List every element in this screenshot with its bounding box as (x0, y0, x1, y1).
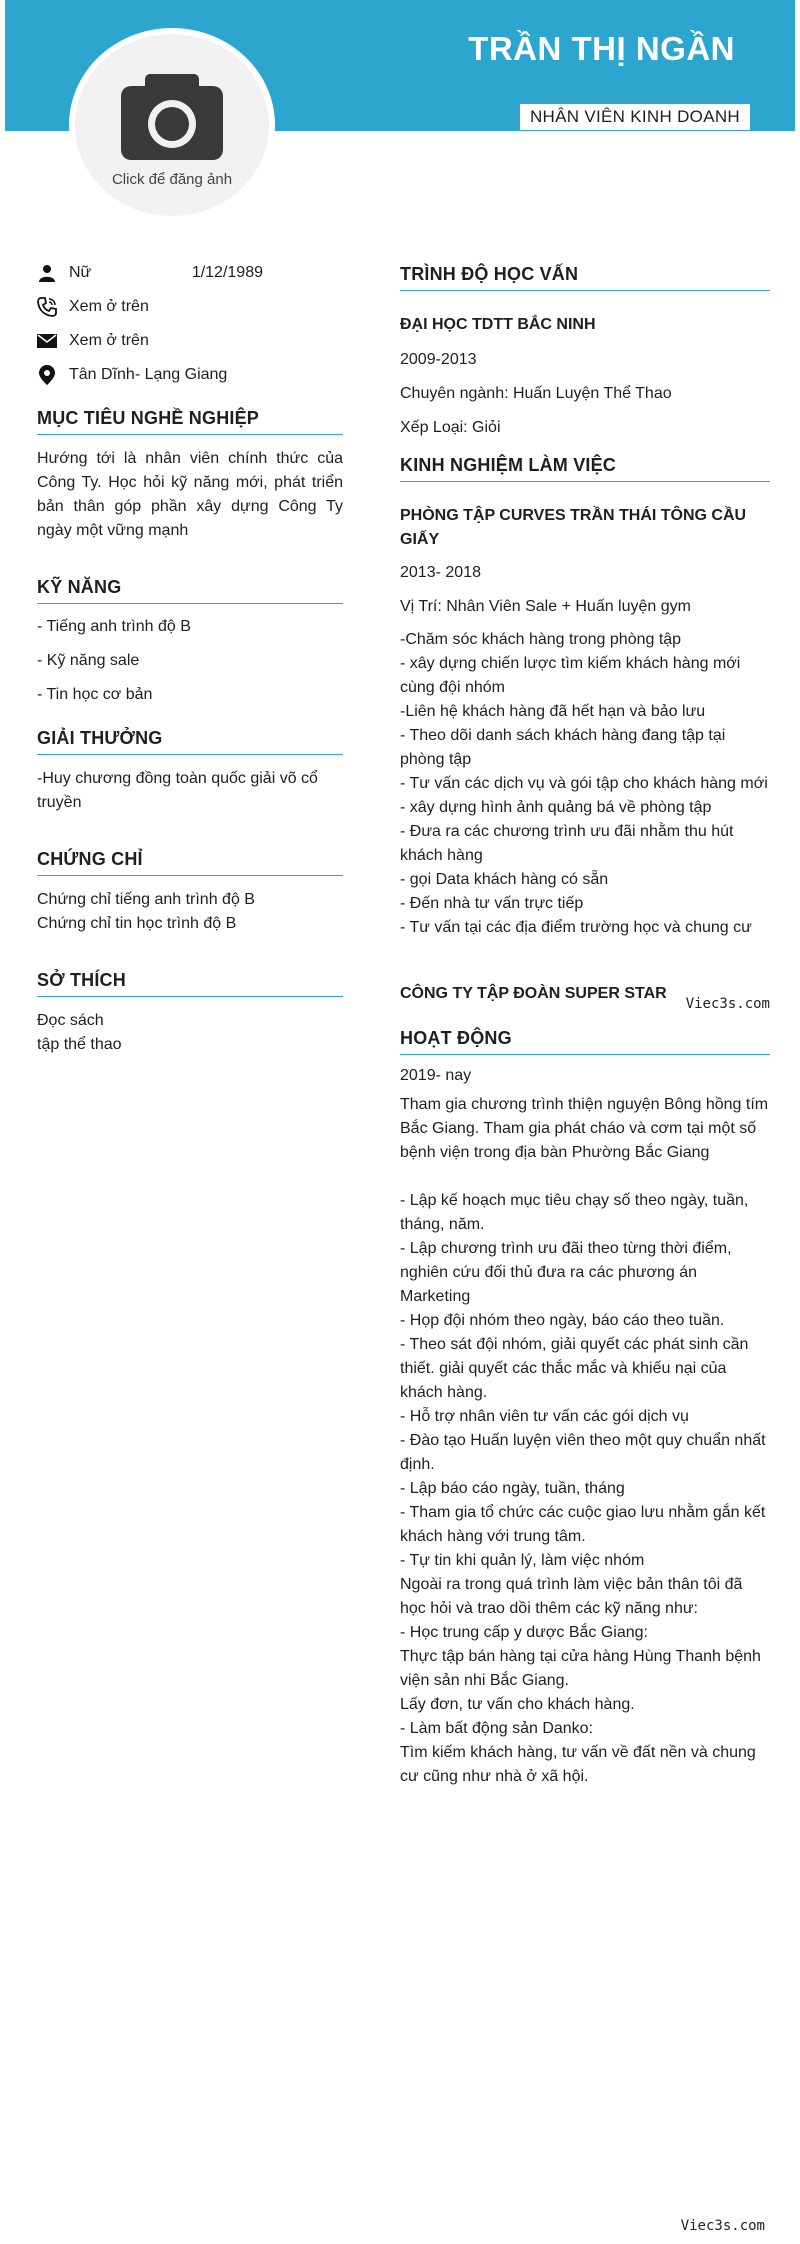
activity-item: - Hỗ trợ nhân viên tư vấn các gói dịch vụ (400, 1408, 689, 1425)
address-text: Tân Dĩnh- Lạng Giang (69, 366, 228, 383)
activities-years: 2019- nay (400, 1067, 472, 1084)
dob-text: 1/12/1989 (191, 264, 263, 281)
activity-item: Ngoài ra trong quá trình làm việc bản thân tôi đã học hỏi và trao dồi thêm các kỹ năng như: (400, 1576, 743, 1617)
hobbies-heading: SỞ THÍCH (37, 970, 343, 997)
duty-item: -Liên hệ khách hàng đã hết hạn và bảo lưu (400, 703, 706, 720)
duty-item: - Theo dõi danh sách khách hàng đang tập tại phòng tập (400, 727, 726, 768)
cert-item: Chứng chỉ tiếng anh trình độ B (37, 891, 255, 908)
awards-heading: GIẢI THƯỞNG (37, 728, 343, 755)
activity-item: - Lập kế hoạch mục tiêu chạy số theo ngày, tuần, tháng, năm. (400, 1192, 749, 1233)
certs-list (37, 888, 343, 936)
candidate-name: TRẦN THỊ NGẦN (468, 30, 735, 67)
watermark-footer: Viec3s.com (680, 2218, 765, 2234)
cv-page (5, 0, 795, 2244)
duty-item: -Chăm sóc khách hàng trong phòng tập (400, 631, 682, 648)
address-row (37, 358, 343, 392)
activity-item: Lấy đơn, tư vấn cho khách hàng. (400, 1696, 635, 1713)
experience-role: Vị Trí: Nhân Viên Sale + Huấn luyện gym (400, 598, 691, 615)
experience-heading: KINH NGHIỆM LÀM VIỆC (400, 455, 770, 482)
duties-list (400, 628, 770, 940)
certs-heading: CHỨNG CHỈ (37, 849, 343, 876)
hobby-item: Đọc sách (37, 1012, 104, 1029)
objective-text: Hướng tới là nhân viên chính thức của Công Ty. Học hỏi kỹ năng mới, phát triển bản thân góp phần xây dựng Công Ty ngày một vững mạnh (37, 450, 343, 539)
avatar-upload[interactable] (69, 28, 275, 222)
education-years: 2009-2013 (400, 351, 477, 368)
duty-item: - Đưa ra các chương trình ưu đãi nhằm thu hút khách hàng (400, 823, 734, 864)
person-icon (37, 263, 57, 283)
email-text: Xem ở trên (69, 332, 149, 349)
activity-item: - Tự tin khi quản lý, làm việc nhóm (400, 1552, 645, 1569)
activity-item: - Tham gia tổ chức các cuộc giao lưu nhằm gắn kết khách hàng với trung tâm. (400, 1504, 766, 1545)
location-pin-icon (37, 365, 57, 385)
activity-item: - Lập báo cáo ngày, tuần, tháng (400, 1480, 625, 1497)
skill-item: - Kỹ năng sale (37, 652, 140, 669)
envelope-icon (37, 331, 57, 351)
gender-row (37, 256, 343, 290)
cert-item: Chứng chỉ tin học trình độ B (37, 915, 237, 932)
duty-item: - xây dựng hình ảnh quảng bá về phòng tập (400, 799, 712, 816)
email-row (37, 324, 343, 358)
education-heading: TRÌNH ĐỘ HỌC VẤN (400, 264, 770, 291)
hobby-item: tập thể thao (37, 1036, 122, 1053)
duty-item: - Đến nhà tư vấn trực tiếp (400, 895, 584, 912)
activity-item: - Học trung cấp y dược Bắc Giang: (400, 1624, 648, 1641)
gender-text: Nữ (69, 264, 92, 281)
duty-item: - Tư vấn các dịch vụ và gói tập cho khách hàng mới (400, 775, 768, 792)
activity-item: - Lập chương trình ưu đãi theo từng thời điểm, nghiên cứu đối thủ đưa ra các phương án Marketing (400, 1240, 732, 1305)
activity-item: - Đào tạo Huấn luyện viên theo một quy chuẩn nhất định. (400, 1432, 766, 1473)
duty-item: - xây dựng chiến lược tìm kiếm khách hàng mới cùng đội nhóm (400, 655, 741, 696)
position-title: NHÂN VIÊN KINH DOANH (520, 104, 750, 130)
activity-item: - Họp đội nhóm theo ngày, báo cáo theo tuần. (400, 1312, 725, 1329)
phone-icon (37, 297, 57, 317)
objective-heading: MỤC TIÊU NGHỀ NGHIỆP (37, 408, 343, 435)
right-column (400, 264, 770, 1789)
phone-text: Xem ở trên (69, 298, 149, 315)
left-column (37, 256, 343, 1057)
company-name: PHÒNG TẬP CURVES TRẦN THÁI TÔNG CẦU GIẤY (400, 507, 747, 548)
duty-item: - Tư vấn tại các địa điểm trường học và chung cư (400, 919, 752, 936)
activity-item: - Làm bất động sản Danko: (400, 1720, 594, 1737)
camera-icon (117, 72, 227, 162)
duty-item: - gọi Data khách hàng có sẵn (400, 871, 609, 888)
skill-item: - Tin học cơ bản (37, 686, 153, 703)
hobbies-list (37, 1009, 343, 1057)
phone-row (37, 290, 343, 324)
skill-item: - Tiếng anh trình độ B (37, 618, 191, 635)
activities-heading: HOẠT ĐỘNG (400, 1028, 770, 1055)
education-grade: Xếp Loại: Giỏi (400, 419, 501, 436)
activities-list (400, 1189, 770, 1789)
activity-item: Tìm kiếm khách hàng, tư vấn về đất nền và chung cư cũng như nhà ở xã hội. (400, 1744, 756, 1785)
school-name: ĐẠI HỌC TDTT BẮC NINH (400, 316, 596, 333)
activity-item: Thực tập bán hàng tại cửa hàng Hùng Thanh bệnh viện sản nhi Bắc Giang. (400, 1648, 761, 1689)
experience-years: 2013- 2018 (400, 564, 481, 581)
skills-heading: KỸ NĂNG (37, 577, 343, 604)
company2-name: CÔNG TY TẬP ĐOÀN SUPER STAR (400, 985, 667, 1002)
watermark-mid: Viec3s.com (685, 996, 770, 1012)
skills-list (37, 610, 343, 712)
awards-text: -Huy chương đồng toàn quốc giải võ cổ truyền (37, 770, 318, 811)
avatar-caption: Click để đăng ảnh (111, 171, 233, 188)
activity-item: - Theo sát đội nhóm, giải quyết các phát sinh cần thiết. giải quyết các thắc mắc và khiếu nại của khách hàng. (400, 1336, 749, 1401)
activities-intro: Tham gia chương trình thiện nguyện Bông hồng tím Bắc Giang. Tham gia phát cháo và cơm tại một số bệnh viện trong địa bàn Phường Bắc Giang (400, 1096, 769, 1161)
company2-row (400, 982, 770, 1012)
education-major: Chuyên ngành: Huấn Luyện Thể Thao (400, 385, 672, 402)
